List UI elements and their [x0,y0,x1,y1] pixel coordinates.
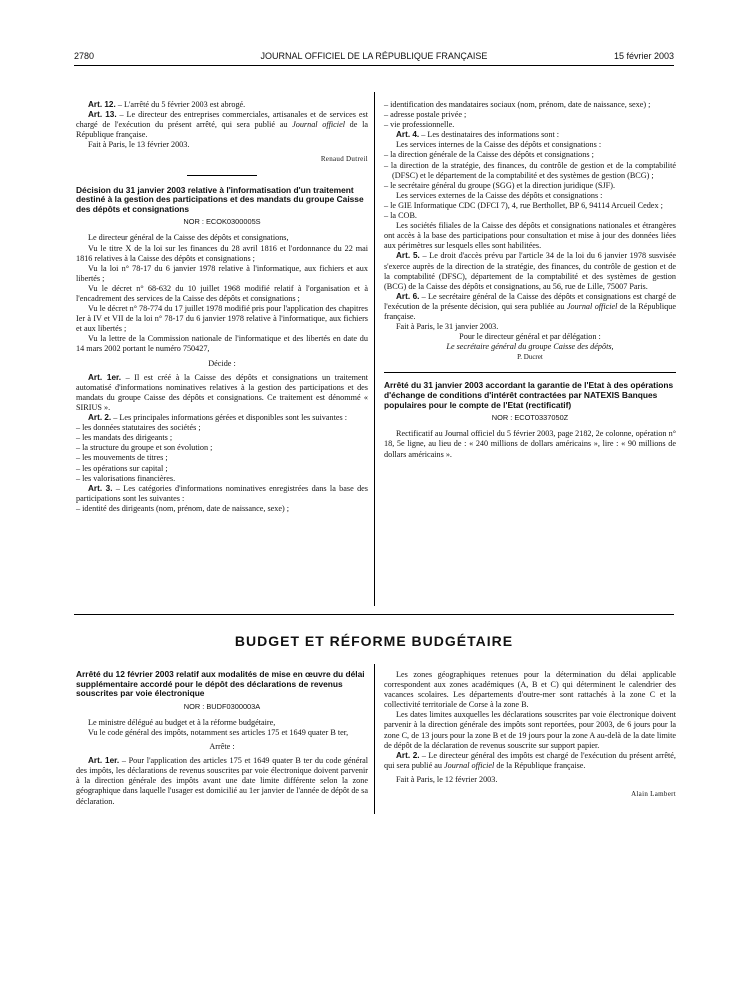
signature: Renaud Dutreil [320,155,368,164]
page-number: 2780 [74,51,95,61]
article-1: Art. 1er. – Il est créé à la Caisse des dépôts et consignations un traitement automatisé d'informations nominatives relatives à la gestion des participations et des mandats du groupe Caisse des dépôts et consignations. Ce traitement est dénommé « SIRIUS ». [76,372,368,412]
paragraph: Les zones géographiques retenues pour la détermination du délai applicable correspondent aux zones académiques (A, B et C) qui déterminent le calendrier des vacances scolaires. Les départements d'outre-mer sont rattachés à la zone C et la collectivité territoriale de Corse à la zone B. [384,670,676,710]
paragraph: Vu la loi n° 78-17 du 6 janvier 1978 relative à l'informatique, aux fichiers et aux libertés ; [76,263,368,283]
article-1: Art. 1er. – Pour l'application des articles 175 et 1649 quater B ter du code général des impôts, les déclarations de revenus souscrites par voie électronique doivent parvenir à la direction générale des impôts avant une date limite différente selon la zone géographique dans laquelle l'usager est domicilié au 1er janvier de l'année de dépôt de sa déclaration. [76,756,368,806]
paragraph: Vu le titre X de la loi sur les finances du 28 avril 1816 et l'ordonnance du 22 mai 1816 relatives à la Caisse des dépôts et consignations ; [76,243,368,263]
journal-title: JOURNAL OFFICIEL DE LA RÉPUBLIQUE FRANÇAISE [260,51,488,61]
list-item: – identification des mandataires sociaux (nom, prénom, date de naissance, sexe) ; [384,100,651,109]
page-header [74,51,674,65]
paragraph: Vu le décret n° 68-632 du 10 juillet 1968 modifié relatif à l'organisation et à l'encadrement des services de la Caisse des dépôts et consignations ; [76,283,368,303]
paragraph: Vu le décret n° 78-774 du 17 juillet 1978 modifié pris pour l'application des chapitres Ier à IV et VII de la loi n° 78-17 du 6 janvier 1978 relative à l'informatique, aux fichiers et aux libertés ; [76,304,368,334]
left-column-top [76,100,368,514]
fait-a-paris: Fait à Paris, le 13 février 2003. [88,140,190,150]
delegation: Pour le directeur général et par délégation : [459,332,601,342]
list-item: – la COB. [384,211,417,221]
list-item: – le secrétaire général du groupe (SGG) et la direction juridique (SJF). [384,180,615,190]
paragraph: Le ministre délégué au budget et à la réforme budgétaire, [88,717,276,727]
article-13: Art. 13. – Le directeur des entreprises commerciales, artisanales et de services est chargé de l'exécution du présent arrêté, qui sera publié au Journal officiel de la République française. [76,110,368,140]
paragraph: Les dates limites auxquelles les déclarations souscrites par voie électronique doivent parvenir à la direction générale des impôts sont reportées, pour 2003, de 6 jours pour la zone C, de 13 jours pour la zone B et de 19 jours pour la zone A au-delà de la date limite de dépôt de la déclaration de revenus souscrite sur support papier. [384,710,676,750]
list-item: – les opérations sur capital ; [76,463,168,473]
right-column-top [384,100,676,460]
paragraph: Vu le code général des impôts, notamment ses articles 175 et 1649 quater B ter, [88,727,349,737]
issue-date: 15 février 2003 [613,51,674,61]
arrete-title: Arrêté du 31 janvier 2003 accordant la garantie de l'Etat à des opérations d'échange de conditions d'intérêt contractées par NATEXIS Banques populaires pour le compte de l'Etat (rectificatif) [384,380,674,410]
article-3: Art. 3. – Les catégories d'informations nominatives enregistrées dans la base des participations sont les suivantes : [76,483,368,503]
list-item: – le GIE Informatique CDC (DFCI 7), 4, rue Berthollet, BP 6, 94114 Arcueil Cedex ; [384,200,663,210]
section-title: BUDGET ET RÉFORME BUDGÉTAIRE [234,633,514,649]
article-2: Art. 2. – Les principales informations gérées et disponibles sont les suivantes : [88,413,348,423]
nor-reference: NOR : ECOK0300005S [183,217,261,227]
list-item: – les valorisations financières. [76,473,176,483]
list-item: – les données statutaires des sociétés ; [76,423,201,433]
separator [187,175,257,176]
section-rule [74,614,674,615]
fait-a-paris: Fait à Paris, le 12 février 2003. [396,774,498,784]
right-column-bottom [384,670,676,799]
article-2: Art. 2. – Le directeur général des impôts est chargé de l'exécution du présent arrêté, qui sera publié au Journal officiel de la République française. [384,750,676,770]
arrete-heading: Arrête : [209,742,235,752]
decision-title: Décision du 31 janvier 2003 relative à l'informatisation d'un traitement destiné à la gestion des participations et des mandats du groupe Caisse des dépôts et consignations [76,184,364,214]
list-item: – les mouvements de titres ; [76,453,168,463]
article-5: Art. 5. – Le droit d'accès prévu par l'article 34 de la loi du 6 janvier 1978 susvisée s'exerce auprès de la direction de la stratégie, des finances, du contrôle de gestion et de la comptabilité (DFSC), département de la comptabilité et des systèmes de gestion (BCG) de la Caisse des dépôts et consignations, au 56, rue de Lille, 75007 Paris. [384,251,676,291]
paragraph: Les sociétés filiales de la Caisse des dépôts et consignations nationales et étrangères ont accès à la base des participations pour consultation et mise à jour des données liées aux périmètres sur lesquels elles sont habilitées. [384,221,676,251]
list-item: – la structure du groupe et son évolution ; [76,443,213,453]
arrete-title: Arrêté du 12 février 2003 relatif aux modalités de mise en œuvre du délai supplémentaire accordé pour le dépôt des déclarations de revenus souscrites par voie électronique [76,669,365,699]
decide-heading: Décide : [208,358,236,368]
left-column-bottom [76,670,368,807]
paragraph: Les services internes de la Caisse des dépôts et consignations : [396,140,602,150]
list-item: – adresse postale privée ; [384,110,467,120]
article-4: Art. 4. – Les destinataires des informations sont : [396,130,560,140]
list-item: – les mandats des dirigeants ; [76,433,173,443]
list-item: – vie professionnelle. [384,120,455,130]
signature: P. Ducret [517,353,543,362]
paragraph: Vu la lettre de la Commission nationale de l'informatique et des libertés en date du 14 mars 2002 portant le numéro 750427, [76,334,368,354]
column-divider-top [374,92,375,606]
article-12: Art. 12. – L'arrêté du 5 février 2003 est abrogé. [88,100,246,109]
nor-reference: NOR : ECOT0337050Z [491,413,569,423]
list-item: – identité des dirigeants (nom, prénom, date de naissance, sexe) ; [76,503,290,513]
column-divider-bottom [374,664,375,814]
separator [384,372,676,373]
paragraph: Le directeur général de la Caisse des dépôts et consignations, [88,233,289,243]
nor-reference: NOR : BUDF0300003A [183,701,261,711]
paragraph: Les services externes de la Caisse des dépôts et consignations : [396,190,603,200]
header-rule [74,65,674,66]
fait-a-paris: Fait à Paris, le 31 janvier 2003. [396,322,499,332]
rectificatif: Rectificatif au Journal officiel du 5 février 2003, page 2182, 2e colonne, opération n° 18, 5e ligne, au lieu de : « 240 millions de dollars américains », lire : « 90 millions de dollars américains ». [384,429,676,459]
list-item: – la direction de la stratégie, des finances, du contrôle de gestion et de la comptabilité (DFSC) et le département de la comptabilité et des systèmes de gestion (BCG) ; [384,160,676,180]
list-item: – la direction générale de la Caisse des dépôts et consignations ; [384,150,594,160]
signature: Alain Lambert [631,790,676,799]
article-6: Art. 6. – Le secrétaire général de la Caisse des dépôts et consignations est chargé de l'exécution de la présente décision, qui sera publiée au Journal officiel de la République française. [384,291,676,321]
signatory-title: Le secrétaire général du groupe Caisse des dépôts, [446,342,614,352]
